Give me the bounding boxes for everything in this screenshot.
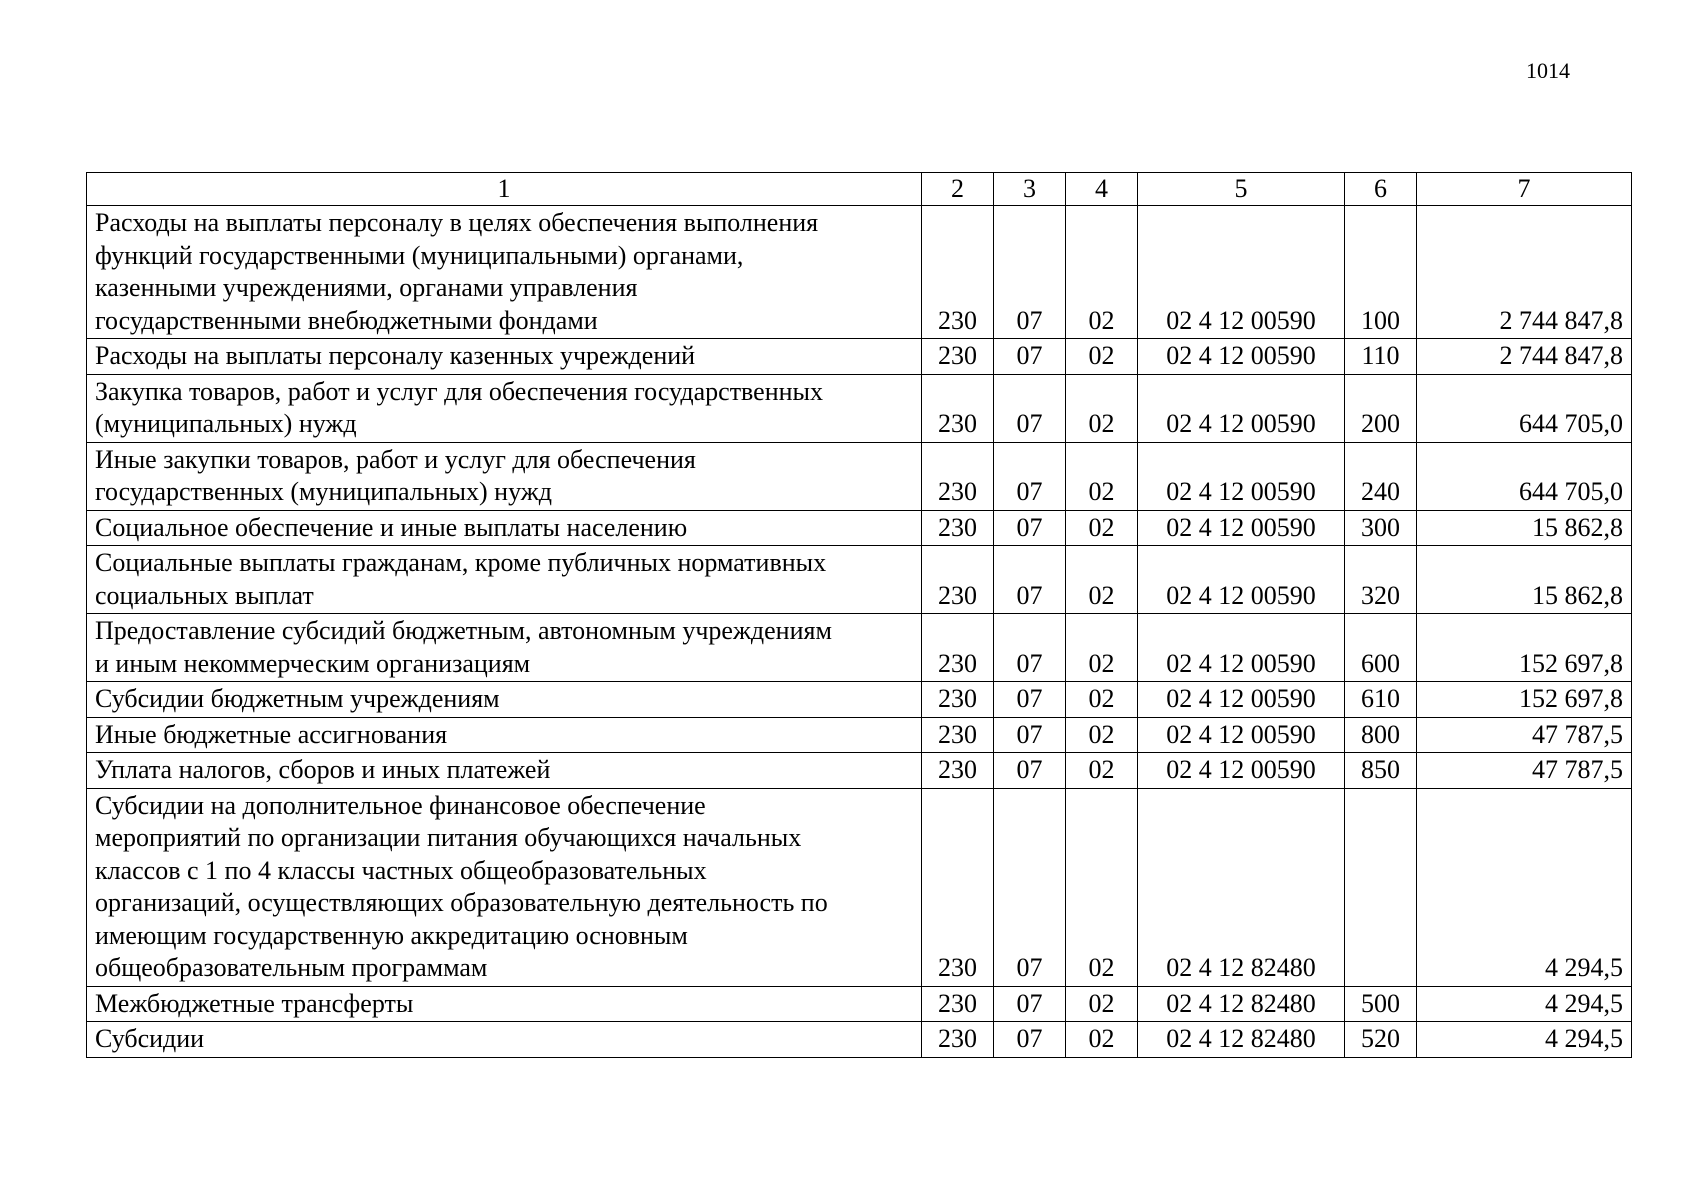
description-line: Иные бюджетные ассигнования: [95, 719, 448, 749]
section-code-cell: 07: [994, 614, 1066, 682]
ministry-code-cell: 230: [922, 374, 994, 442]
row-description: [87, 753, 922, 789]
amount-cell: 644 705,0: [1417, 374, 1632, 442]
description-line: Иные закупки товаров, работ и услуг для обеспечения: [95, 444, 696, 474]
header-row: [87, 173, 1632, 206]
row-description: [87, 206, 922, 339]
row-description: [87, 1022, 922, 1058]
target-article-cell: 02 4 12 00590: [1138, 682, 1345, 718]
target-article-cell: 02 4 12 00590: [1138, 546, 1345, 614]
target-article-cell: 02 4 12 00590: [1138, 442, 1345, 510]
ministry-code-cell: 230: [922, 442, 994, 510]
ministry-code-cell: 230: [922, 206, 994, 339]
table-row: [87, 614, 1632, 682]
expense-type-cell: 800: [1345, 717, 1417, 753]
target-article-cell: 02 4 12 00590: [1138, 753, 1345, 789]
subsection-code-cell: 02: [1066, 339, 1138, 375]
amount-cell: 152 697,8: [1417, 682, 1632, 718]
column-header-3: 3: [994, 173, 1066, 206]
description-line: Расходы на выплаты персоналу в целях обеспечения выполнения: [95, 208, 819, 237]
amount-cell: 47 787,5: [1417, 753, 1632, 789]
amount-cell: 2 744 847,8: [1417, 206, 1632, 339]
row-description: [87, 339, 922, 375]
subsection-code-cell: 02: [1066, 442, 1138, 510]
description-line: общеобразовательным программам: [95, 953, 488, 982]
target-article-cell: 02 4 12 00590: [1138, 374, 1345, 442]
section-code-cell: 07: [994, 339, 1066, 375]
ministry-code-cell: 230: [922, 1022, 994, 1058]
table-row: [87, 546, 1632, 614]
expense-type-cell: 500: [1345, 986, 1417, 1022]
target-article-cell: 02 4 12 82480: [1138, 788, 1345, 986]
expense-type-cell: 850: [1345, 753, 1417, 789]
subsection-code-cell: 02: [1066, 753, 1138, 789]
subsection-code-cell: 02: [1066, 510, 1138, 546]
description-line: Уплата налогов, сборов и иных платежей: [95, 755, 551, 784]
description-line: и иным некоммерческим организациям: [95, 648, 531, 678]
row-description: [87, 788, 922, 986]
ministry-code-cell: 230: [922, 339, 994, 375]
amount-cell: 15 862,8: [1417, 546, 1632, 614]
amount-cell: 4 294,5: [1417, 788, 1632, 986]
target-article-cell: 02 4 12 82480: [1138, 1022, 1345, 1058]
description-line: Субсидии: [95, 1024, 205, 1053]
description-line: Закупка товаров, работ и услуг для обеспечения государственных: [95, 376, 824, 406]
expense-type-cell: 240: [1345, 442, 1417, 510]
target-article-cell: 02 4 12 00590: [1138, 206, 1345, 339]
description-line: классов с 1 по 4 классы частных общеобразовательных: [95, 855, 707, 885]
section-code-cell: 07: [994, 682, 1066, 718]
section-code-cell: 07: [994, 717, 1066, 753]
subsection-code-cell: 02: [1066, 717, 1138, 753]
expense-type-cell: 100: [1345, 206, 1417, 339]
ministry-code-cell: 230: [922, 510, 994, 546]
section-code-cell: 07: [994, 788, 1066, 986]
description-line: Предоставление субсидий бюджетным, автономным учреждениям: [95, 616, 832, 645]
section-code-cell: 07: [994, 442, 1066, 510]
row-description: [87, 986, 922, 1022]
description-line: имеющим государственную аккредитацию основным: [95, 920, 688, 950]
ministry-code-cell: 230: [922, 614, 994, 682]
row-description: [87, 546, 922, 614]
subsection-code-cell: 02: [1066, 682, 1138, 718]
description-line: организаций, осуществляющих образовательную деятельность по: [95, 888, 828, 917]
description-line: Субсидии на дополнительное финансовое обеспечение: [95, 790, 706, 820]
subsection-code-cell: 02: [1066, 986, 1138, 1022]
target-article-cell: 02 4 12 00590: [1138, 339, 1345, 375]
description-line: Расходы на выплаты персоналу казенных учреждений: [95, 341, 696, 370]
section-code-cell: 07: [994, 374, 1066, 442]
table-row: [87, 510, 1632, 546]
table-body: [87, 173, 1632, 1058]
expense-type-cell: 520: [1345, 1022, 1417, 1058]
subsection-code-cell: 02: [1066, 788, 1138, 986]
description-line: Социальные выплаты гражданам, кроме публичных нормативных: [95, 548, 827, 577]
section-code-cell: 07: [994, 1022, 1066, 1058]
subsection-code-cell: 02: [1066, 614, 1138, 682]
section-code-cell: 07: [994, 206, 1066, 339]
description-line: Межбюджетные трансферты: [95, 988, 414, 1018]
table-row: [87, 788, 1632, 986]
expense-type-cell: 610: [1345, 682, 1417, 718]
description-line: функций государственными (муниципальными) органами,: [95, 240, 744, 270]
ministry-code-cell: 230: [922, 546, 994, 614]
table-row: [87, 753, 1632, 789]
description-line: государственными внебюджетными фондами: [95, 305, 598, 335]
subsection-code-cell: 02: [1066, 546, 1138, 614]
amount-cell: 47 787,5: [1417, 717, 1632, 753]
subsection-code-cell: 02: [1066, 206, 1138, 339]
amount-cell: 4 294,5: [1417, 1022, 1632, 1058]
column-header-4: 4: [1066, 173, 1138, 206]
row-description: [87, 510, 922, 546]
row-description: [87, 717, 922, 753]
amount-cell: 644 705,0: [1417, 442, 1632, 510]
expense-type-cell: [1345, 788, 1417, 986]
subsection-code-cell: 02: [1066, 374, 1138, 442]
amount-cell: 2 744 847,8: [1417, 339, 1632, 375]
table-row: [87, 1022, 1632, 1058]
budget-table: [86, 172, 1632, 1058]
ministry-code-cell: 230: [922, 788, 994, 986]
section-code-cell: 07: [994, 546, 1066, 614]
target-article-cell: 02 4 12 00590: [1138, 510, 1345, 546]
column-header-5: 5: [1138, 173, 1345, 206]
expense-type-cell: 600: [1345, 614, 1417, 682]
column-header-1: 1: [87, 173, 922, 206]
description-line: мероприятий по организации питания обучающихся начальных: [95, 823, 802, 852]
target-article-cell: 02 4 12 82480: [1138, 986, 1345, 1022]
row-description: [87, 374, 922, 442]
column-header-6: 6: [1345, 173, 1417, 206]
table-row: [87, 682, 1632, 718]
description-line: Субсидии бюджетным учреждениям: [95, 684, 500, 713]
expense-type-cell: 320: [1345, 546, 1417, 614]
ministry-code-cell: 230: [922, 986, 994, 1022]
table-row: [87, 206, 1632, 339]
table-row: [87, 374, 1632, 442]
target-article-cell: 02 4 12 00590: [1138, 717, 1345, 753]
column-header-2: 2: [922, 173, 994, 206]
amount-cell: 4 294,5: [1417, 986, 1632, 1022]
section-code-cell: 07: [994, 510, 1066, 546]
table-row: [87, 339, 1632, 375]
table-row: [87, 442, 1632, 510]
page-number: 1014: [1526, 58, 1570, 83]
expense-type-cell: 110: [1345, 339, 1417, 375]
amount-cell: 15 862,8: [1417, 510, 1632, 546]
column-header-7: 7: [1417, 173, 1632, 206]
section-code-cell: 07: [994, 986, 1066, 1022]
description-line: социальных выплат: [95, 580, 314, 610]
expense-type-cell: 300: [1345, 510, 1417, 546]
table-row: [87, 717, 1632, 753]
amount-cell: 152 697,8: [1417, 614, 1632, 682]
row-description: [87, 442, 922, 510]
subsection-code-cell: 02: [1066, 1022, 1138, 1058]
expense-type-cell: 200: [1345, 374, 1417, 442]
ministry-code-cell: 230: [922, 753, 994, 789]
description-line: Социальное обеспечение и иные выплаты населению: [95, 512, 688, 542]
ministry-code-cell: 230: [922, 717, 994, 753]
table-row: [87, 986, 1632, 1022]
description-line: казенными учреждениями, органами управления: [95, 273, 638, 302]
target-article-cell: 02 4 12 00590: [1138, 614, 1345, 682]
ministry-code-cell: 230: [922, 682, 994, 718]
description-line: (муниципальных) нужд: [95, 409, 357, 438]
section-code-cell: 07: [994, 753, 1066, 789]
description-line: государственных (муниципальных) нужд: [95, 477, 552, 506]
row-description: [87, 682, 922, 718]
row-description: [87, 614, 922, 682]
